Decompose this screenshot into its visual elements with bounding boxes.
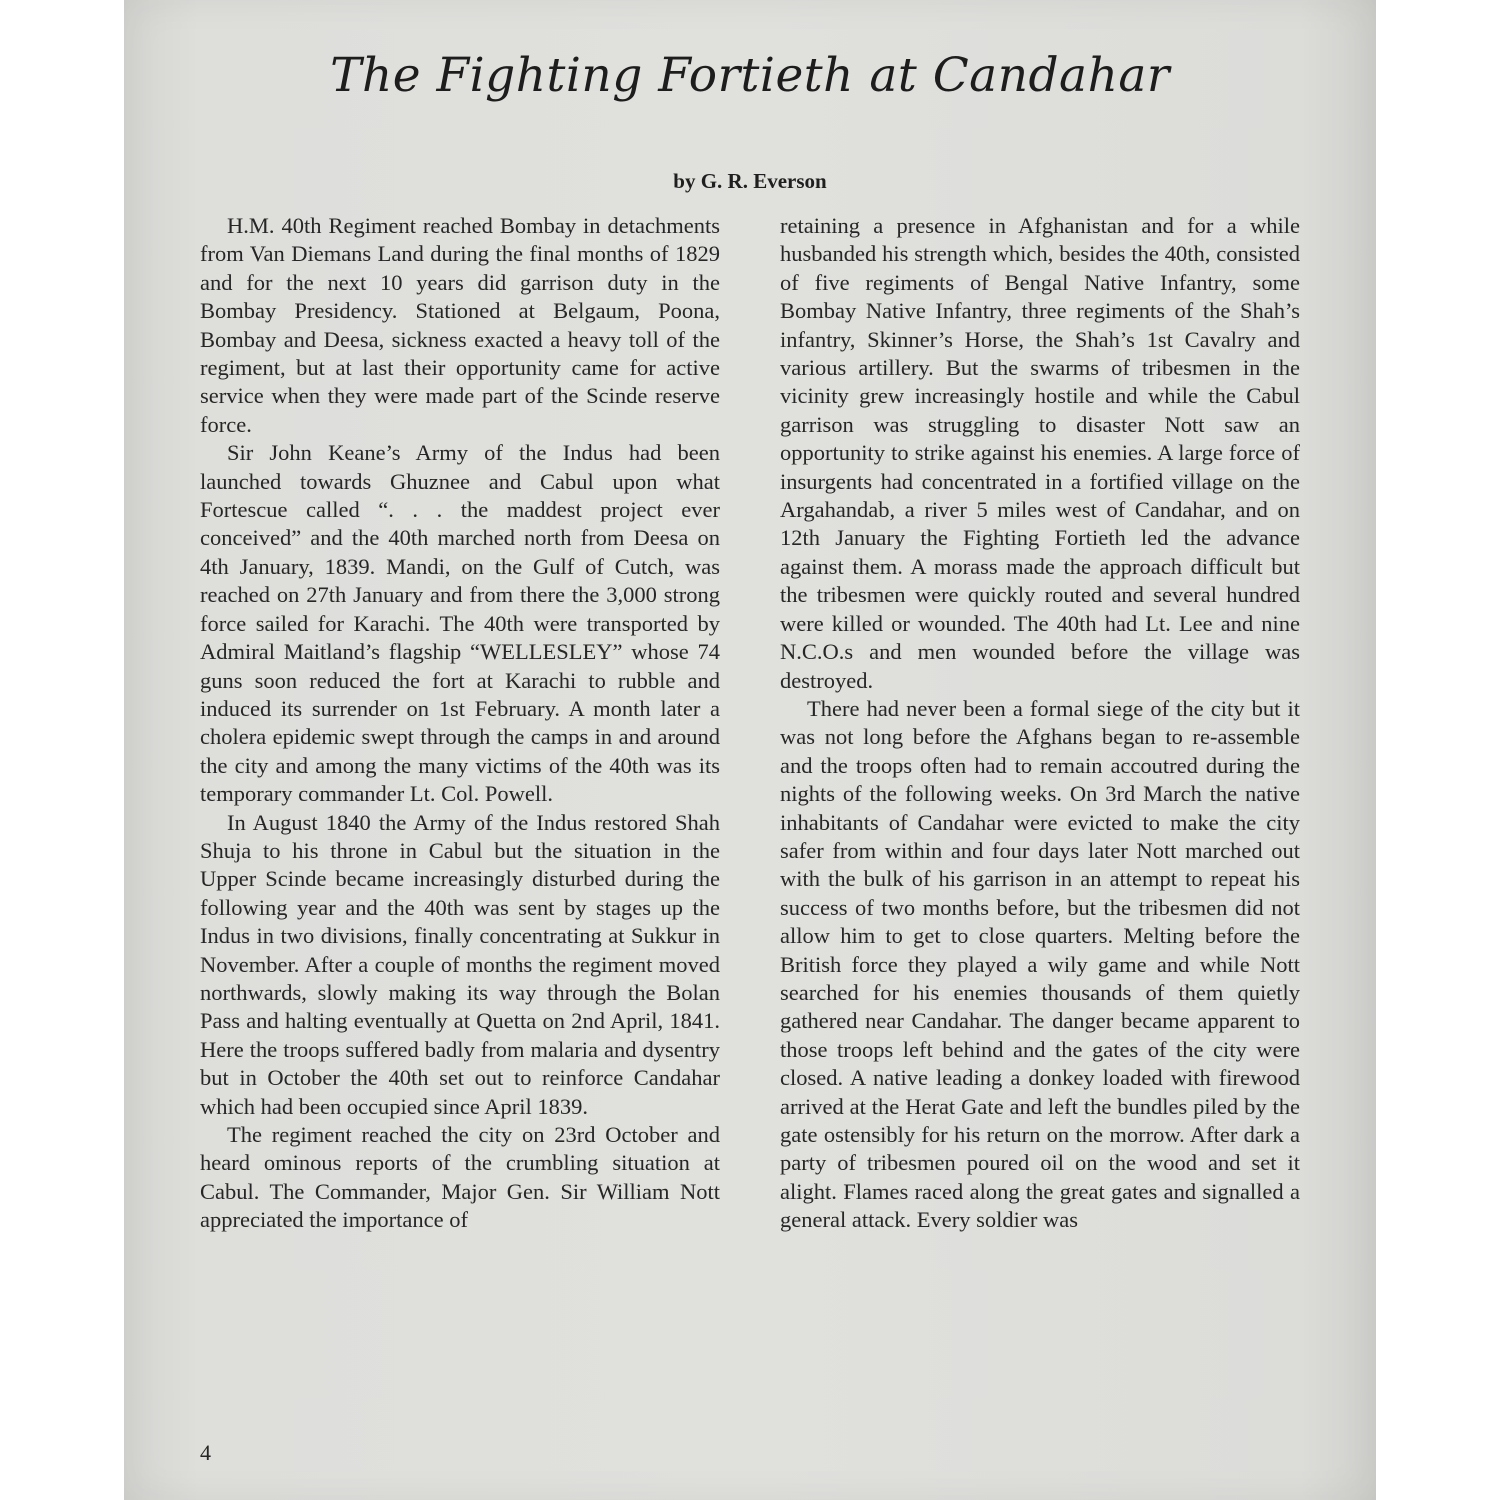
page-number: 4 bbox=[200, 1440, 211, 1465]
left-column bbox=[200, 212, 720, 1235]
paragraph: retaining a presence in Afghanistan and for a while husbanded his strength which, besides the 40th, consisted of five regiments of Bengal Native Infantry, some Bombay Native Infantry, three regiments of the Shah’s infantry, Skinner’s Horse, the Shah’s 1st Cavalry and various artillery. But the swarms of tribesmen in the vicinity grew increasingly hostile and while the Cabul garrison was struggling to disaster Nott saw an opportunity to strike against his enemies. A large force of insurgents had concentrated in a fortified village on the Argahandab, a river 5 miles west of Candahar, and on 12th January the Fighting Fortieth led the advance against them. A morass made the approach difficult but the tribesmen were quickly routed and several hundred were killed or wounded. The 40th had Lt. Lee and nine N.C.O.s and men wounded before the village was destroyed. bbox=[780, 213, 1300, 693]
paragraph: There had never been a formal siege of the city but it was not long before the Afghans began to re-assemble and the troops often had to remain accoutred during the nights of the following weeks. On 3rd March the native inhabitants of Candahar were evicted to make the city safer from within and four days later Nott marched out with the bulk of his garrison in an attempt to repeat his success of two months before, but the tribesmen did not allow him to get to close quarters. Melting before the British force they played a wily game and while Nott searched for his enemies thousands of them quietly gathered near Candahar. The danger became apparent to those troops left behind and the gates of the city were closed. A native leading a donkey loaded with firewood arrived at the Herat Gate and left the bundles piled by the gate ostensibly for his return on the morrow. After dark a party of tribesmen poured oil on the wood and set it alight. Flames raced along the great gates and signalled a general attack. Every soldier was bbox=[780, 695, 1300, 1233]
paragraph: The regiment reached the city on 23rd October and heard ominous reports of the crumbling situation at Cabul. The Commander, Major Gen. Sir William Nott appreciated the importance of bbox=[200, 1122, 720, 1233]
paragraph: Sir John Keane’s Army of the Indus had been launched towards Ghuznee and Cabul upon what Fortescue called “. . . the maddest project ever conceived” and the 40th marched north from Deesa on 4th January, 1839. Mandi, on the Gulf of Cutch, was reached on 27th January and from there the 3,000 strong force sailed for Karachi. The 40th were transported by Admiral Maitland’s flagship “WELLESLEY” whose 74 guns soon reduced the fort at Karachi to rubble and induced its surrender on 1st February. A month later a cholera epidemic swept through the camps in and around the city and among the many victims of the 40th was its temporary commander Lt. Col. Powell. bbox=[200, 440, 720, 807]
paragraph: H.M. 40th Regiment reached Bombay in detachments from Van Diemans Land during the final months of 1829 and for the next 10 years did garrison duty in the Bombay Presidency. Stationed at Belgaum, Poona, Bombay and Deesa, sickness exacted a heavy toll of the regiment, but at last their opportunity came for active service when they were made part of the Scinde reserve force. bbox=[200, 213, 720, 437]
paragraph: In August 1840 the Army of the Indus restored Shah Shuja to his throne in Cabul but the situation in the Upper Scinde became increasingly disturbed during the following year and the 40th was sent by stages up the Indus in two divisions, finally concentrating at Sukkur in November. After a couple of months the regiment moved northwards, slowly making its way through the Bolan Pass and halting eventually at Quetta on 2nd April, 1841. Here the troops suffered badly from malaria and dysentry but in October the 40th set out to reinforce Candahar which had been occupied since April 1839. bbox=[200, 809, 720, 1119]
article-title: The Fighting Fortieth at Candahar bbox=[330, 48, 1170, 103]
article-byline: by G. R. Everson bbox=[673, 169, 827, 193]
magazine-page bbox=[124, 0, 1376, 1500]
right-column bbox=[780, 212, 1300, 1235]
